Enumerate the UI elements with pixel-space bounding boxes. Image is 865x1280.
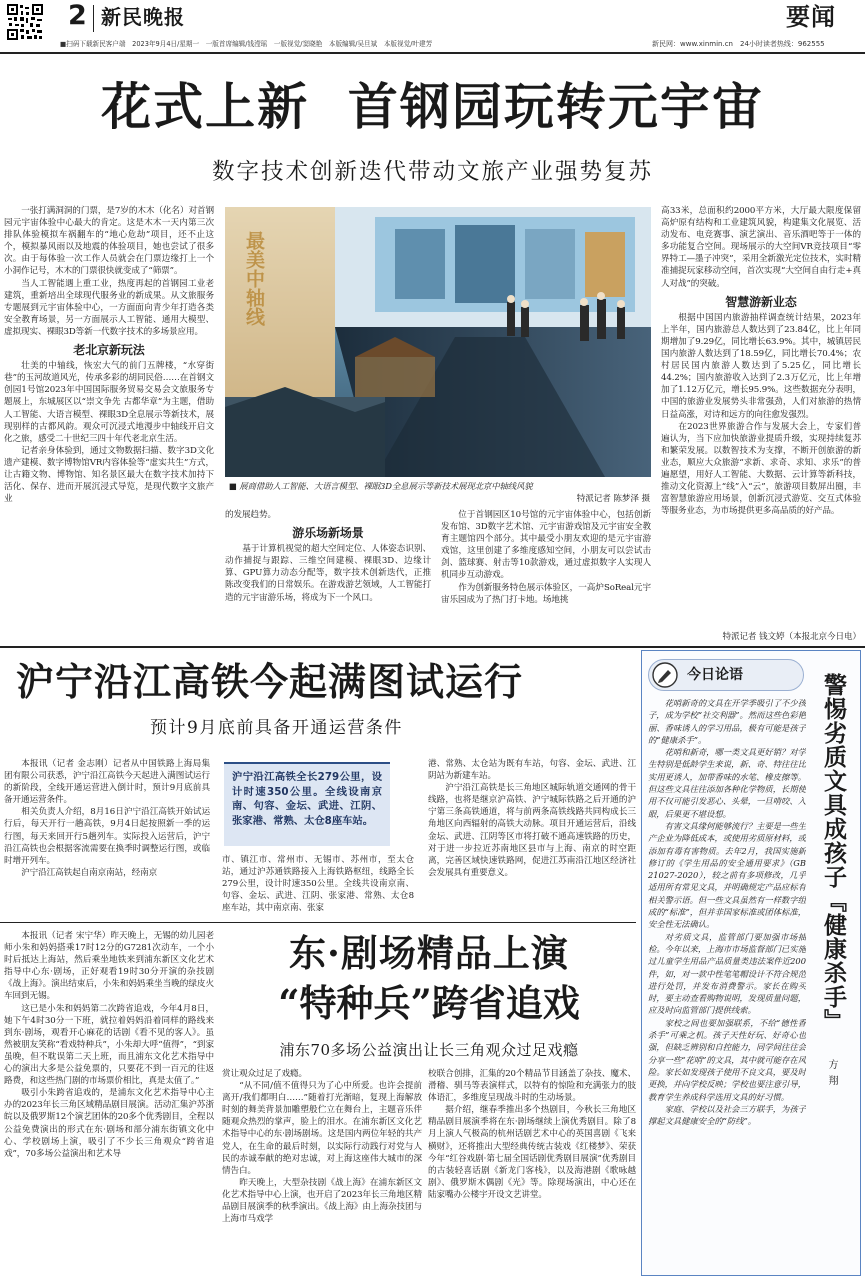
- story3-col3: 校联合创排，汇集的20个精品节目涵盖了杂技、魔术、滑稽、驯马等表演样式，以特有的惊险和充满张力的肢体语汇，多维度呈现战斗时的生动场景。 据介绍，继春季推出多个热剧目，今秋长三角地区精品剧目展演季将在东·剧场继续上演优秀剧目。除了8月上演人气极高的杭州话剧艺术中心的英国喜剧《飞来横财》，还将推出大型经典传统古装戏《红楼梦》、荣获今年“红谷戏剧·第七届全国话剧优秀剧目展演”优秀剧目的古装轻喜话剧《新龙门客栈》，以及海港剧《歌咏越剧》、俄罗斯木偶剧《光》等。除现场演出，中心还在陆家嘴办公楼宇开设文艺讲堂。: [428, 1069, 636, 1200]
- story1-byline: 特派记者 钱文婷（本报北京今日电）: [722, 632, 861, 642]
- story2-col3: 港、常熟、太仓站为既有车站，句容、金坛、武进、江阴站为新建车站。 沪宁沿江高铁是长三角地区城际轨道交通网的骨干线路，也将是继京沪高铁、沪宁城际铁路之后开通的沪宁第三条高铁通道，将与前两条高铁线路共同构成长三角地区向西辐射的高铁大动脉。项目开通运营后，沿线金坛、武进、江阴等区市将打破不通高速铁路的历史，对于进一步拉近苏南地区县市与上海、南京的时空距离，完善区域快速铁路网，促进江苏南沿江地区经济社会发展具有重要意义。: [428, 759, 636, 878]
- story1-subhead: 数字技术创新迭代带动文旅产业强势复苏: [211, 159, 653, 185]
- commentary-title: 警惕劣质文具成孩子『健康杀手』: [820, 673, 846, 1033]
- page-number: 2: [68, 0, 87, 31]
- story2-col2: 市、镇江市、常州市、无锡市、苏州市，至太仓站，通过沪苏通铁路接入上海铁路枢纽，线路全长279公里，设计时速350公里。全线共设南京南、句容、金坛、武进、江阴、张家港、常熟、太仓8座车站，其中南京南、张家: [222, 855, 414, 914]
- story3-headline-1: 东·剧场精品上演: [289, 931, 569, 975]
- story1-col3: 位于首钢园区10号馆的元宇宙体验中心，包括创新发布馆、3D数字艺术馆、元宇宙游戏馆及元宇宙安全教育主题馆四个部分。其中最受小朋友欢迎的是元宇宙游戏馆，这里创建了多维度感知空间，小朋友可以尝试击剑、篮球赛、射击等10款游戏，通过虚拟数字人实现人机同步互动游戏。 作为创新服务特色展示体验区，一高炉SoReal元宇宙乐园成为了热门打卡地。场地挑: [441, 510, 651, 605]
- story1-photo: [225, 207, 651, 477]
- story3-col2: 赏让观众过足了戏瘾。 “从不同/值不值得只为了心中所爱。也许会提前离开/我们都明白……”随着打光渐暗，复现上海解放时刻的舞美背景加雕塑般伫立在舞台上，主题音乐伴随观众热烈的掌声，脸上的泪水。在浦东新区文化艺术指导中心的东·剧场剧场。这是国内两位年轻的共产党人，在生命的最后时刻，以实际行动践行对党与人民的赤诚奉献的绝对忠诚，对上海这座伟大城市的深情告白。 昨天晚上，大型杂技剧《战上海》在浦东新区文化艺术指导中心上演，也开启了2023年长三角地区精品剧目展演季的秋季演出。《战上海》由上海杂技团与上海市马戏学: [222, 1069, 422, 1225]
- story1-subtitle-beijing: 老北京新玩法: [73, 343, 145, 358]
- story1-col2: 的发展趋势。 游乐场新场景 基于计算机视觉的超大空间定位、人体姿态识别、动作捕捉与跟踪、三维空间建模、裸眼3D、边缘计算、GPU算力动态分配等，数字技术创新迭代，正推陈改变我们的日常娱乐。在游戏游艺领域，人工智能打造的元宇宙游乐场，将成为下一个风口。: [225, 510, 431, 603]
- story1-col1: 一张打满洞洞的门票，是7岁的木木（化名）对首钢园元宇宙体验中心最大的肯定。这是木木一天内第三次排队体验模拟车祸翻车的“地心危劫”项目，还不止这个，模拟暴风雨以及地震的体验项目，她也尝试了很多次。由于每体验一次工作人员就会在门票边缘打上一个小洞作记号，木木的门票很快就变成了“筛票”。 当人工智能遇上重工业，热度再起的首钢园工业老建筑，重新培出全球现代服务业的新成果。从文旅服务专题展到元宇宙体验中心，一方面面向青少年打造各类安全教育场景，另一方面展示人工智能、通用大模型、虚拟现实、裸眼3D等新一代数字技术的多场景应用。 老北京新玩法 壮美的中轴线，恢宏大气的前门五牌楼，“水穿街巷”的玉河故道风光，传承多彩的胡同民俗……在首钢文创园1号馆2023年中国国际服务贸易交易会文旅服务专题展上，东城展区以“崇文争先 古都华章”为主题，借助人工智能、大语言模型、裸眼3D全息展示等新技术，展现别样的古都风韵。观众可沉浸式地漫步中轴线开启文化之旅，感受二十世纪三四十年代老北京生活。 记者亲身体验到，通过文物数据扫描、数字3D文化遗产建模、数字博物馆VR内容体验等“虚实共生”方式，让古籍文物、博物馆、知名景区最大在数字技术加持下活化、保存、进而开展沉浸式导览，是现代数字文旅产业: [4, 206, 214, 505]
- pen-icon: [652, 662, 678, 688]
- commentary-box: [641, 650, 861, 1276]
- story1-col4: 高33米，总面积约2000平方米，大厅最大限度保留高炉原有结构和工业建筑风貌，构建集文化展览、活动发布、电竞赛事、演艺演出、音乐酒吧等于一体的多功能复合空间。现场展示的大空间VR竞技项目“零界特工—墨子冲突”，采用全新激光定位技术，实时精准捕捉玩家移动空间，首次实现“大空间自由行走+真人对战”的突破。 智慧游新业态 根据中国国内旅游抽样调查统计结果，2023年上半年，国内旅游总人数达到了23.84亿，比上年同期增加了9.29亿，同比增长63.9%。其中，城镇居民国内旅游人数达到了18.59亿，同比增长70.4%；农村居民国内旅游人数达到了5.25亿，同比增长44.2%；国内旅游收入达到了2.3万亿元，比上年增加了1.12万亿元，增长95.9%。这些数据充分表明，中国的旅游业发展势头非常强劲，人们对旅游的热情日益高涨，对诗和远方的向往愈发强烈。 在2023世界旅游合作与发展大会上，专家们普遍认为，当下应加快旅游业提质升级，实现持续复苏和繁荣发展。以数智技术为支撑，不断开创旅游的新业态，顺应大众旅游“求新、求奇、求知、求乐”的普遍愿望，用好人工智能、大数据、云计算等新科技，推动文化资源上“线”入“云”，旅游项目数屏出圈，丰富智慧旅游应用场景，创新沉浸式游览、交互式体验等服务业态，为市场提供更多高品质的好产品。: [661, 206, 861, 517]
- section-title: 要闻: [786, 3, 836, 31]
- commentary-author: 方翔: [826, 1059, 837, 1091]
- story1-subtitle-smart: 智慧游新业态: [725, 294, 797, 309]
- story2-subhead: 预计9月底前具备开通运营条件: [150, 718, 403, 738]
- qr-code-icon[interactable]: [6, 3, 44, 41]
- story2-headline: 沪宁沿江高铁今起满图试运行: [16, 660, 524, 704]
- header-meta: ■扫码下载新民客户端 2023年9月4日/星期一 一版首席编辑/钱滢瑶 一版视觉/窦晓艳 本版编辑/吴旦斌 本版视觉/叶建芳: [60, 40, 433, 48]
- header-site: 新民网：www.xinmin.cn 24小时读者热线：962555: [652, 40, 825, 48]
- story1-headline: 花式上新 首钢园玩转元宇宙: [101, 78, 764, 136]
- story3-subhead: 浦东70多场公益演出让长三角观众过足戏瘾: [279, 1041, 579, 1059]
- story3-col1: 本报讯（记者 宋宁华）昨天晚上，无锡的幼儿园老师小朱和妈妈搭乘17时12分的G7281次动车，一个小时后抵达上海站，然后乘坐地铁来到浦东新区文化艺术指导中心东·剧场，正好观看19时30分开演的杂技剧《战上海》。演出结束后，小朱和妈妈乘坐当晚的绿皮火车回到无锡。 这已是小朱和妈妈第二次跨省追戏，今年4月8日，她下午4时30分一下班，就拉着妈妈沿着同样的路线来到东·剧场，观看开心麻花的话剧《看不见的客人》。虽然被朋友笑称“看戏特种兵”，小朱却大呼“值得”，“到家虽晚，但不耽误第二天上班，而且浦东文化艺术指导中心的演出大多是公益免票的，只要花不到一百元的往返路费，和这些热门剧的市场票价相比，真是太值了。” 吸引小朱跨省追戏的，是浦东文化艺术指导中心主办的2023年长三角区域精品剧目展演。活动汇集沪苏浙皖以及俄罗斯12个演艺团体的20多个优秀剧目，全程以公益免费演出的形式在东·剧场和部分浦东街镇文化中心、学校剧场上演，吸引了不少长三角观众“跨省追戏”，70多场公益演出和艺术导: [4, 931, 214, 1159]
- story1-photo-credit: 特派记者 陈梦泽 摄: [576, 494, 650, 504]
- commentary-badge: 今日论语: [648, 659, 804, 691]
- story1-subtitle-playground: 游乐场新场景: [292, 526, 364, 541]
- story2-col1: 本报讯（记者 金志刚）记者从中国铁路上海局集团有限公司获悉，沪宁沿江高铁今天起进入满图试运行的新阶段，全线开通运营进入倒计时，预计9月底前具备开通运营条件。 相关负责人介绍，8月16日沪宁沿江高铁开始试运行后，每天开行一趟高铁，9月4日起按照新一季的运行图，每天来回开行5趟列车。实际投入运营后，沪宁沿江高铁也会根据客流需要在换季时调整运行图，或临时增开列车。 沪宁沿江高铁起自南京南站，经南京: [4, 759, 210, 878]
- paper-name: 新民晚报: [101, 5, 185, 29]
- story3-headline-2: “特种兵”跨省追戏: [278, 981, 580, 1025]
- commentary-text: 花哨新奇的文具在开学季吸引了不少孩子，成为学校“社交利器”。然而这些色彩艳丽、香味诱人的学习用品，极有可能是孩子的“健康杀手”。 花哨和新奇，哪一类文具更好销？对学生特别是低龄学生来说，新、奇、特往往比实用更诱人，加带香味的水笔、橡皮擦等。但这些文具往往添加各种化学物质，长期使用不仅可能引发恶心、头晕，一旦啃咬、入眼，后果更不堪设想。 有害文具缘何能够流行？主要是一些生产企业为降低成本，或使用劣质原材料，或添加有毒有害物质。去年2月，我国实施新修订的《学生用品的安全通用要求》（GB 21027-2020），较之前有多项修改，几乎适用所有常见文具，并明确规定产品应标有相关警示语。但一些文具虽然有一样数字组成的“标准”，但并非国家标准或团体标准，安全性无法确认。 对劣质文具，监管部门要加强市场抽检。今年以来，上海市市场监督部门已实施过儿童学生用品产品质量类违法案件近200件，如，对一款中性笔笔帽设计不符合规范进行处罚，并发布消费警示。家长在购买时，要主动查看购物说明，发现质量问题，应及时向监管部门提供线索。 家校之间也要加强联系，不给“德性香杀手”可乘之机。孩子天性好玩、好奇心也强，但缺乏辨别和自控能力，同学间往往会分享一些“花哨”的文具，其中就可能存在风险。家长如发现孩子使用不良文具，要及时更换，并向学校反映；学校也要注意引导，教育学生养成科学选用文具的好习惯。 家庭、学校以及社会三方联手，为孩子撑起文具健康安全的“防线”。: [648, 698, 806, 1127]
- photo-banner-text: 最美中轴线: [243, 231, 265, 326]
- story2-factbox: 沪宁沿江高铁全长279公里，设计时速350公里。全线设南京南、句容、金坛、武进、江阴、张家港、常熟、太仓8座车站。: [224, 762, 390, 846]
- story1-photo-caption: ■ 展商借助人工智能、大语言模型、裸眼3D全息展示等新技术展现北京中轴线风貌: [229, 481, 533, 491]
